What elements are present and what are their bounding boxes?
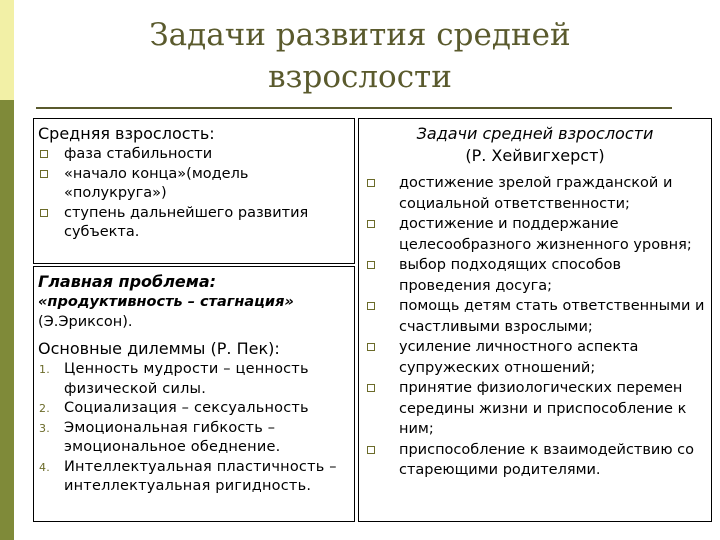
title-divider <box>36 107 672 109</box>
main-problem-label: Главная проблема: <box>38 272 217 291</box>
list-item <box>363 173 707 214</box>
list-number: 1. <box>39 363 50 376</box>
heading-text: Средняя взрослость <box>38 124 210 143</box>
list-item <box>38 419 350 458</box>
list-item-text: Ценность мудрости – ценность физической силы. <box>64 361 309 397</box>
accent-bar-top <box>0 0 14 100</box>
list-item <box>363 337 707 378</box>
main-problem-author: (Э.Эриксон). <box>38 313 133 330</box>
list-item <box>38 399 350 419</box>
square-bullet-icon <box>367 220 375 228</box>
list-item <box>363 255 707 296</box>
havighurst-author: (Р. Хейвигхерст) <box>465 146 605 165</box>
havighurst-list <box>363 173 707 481</box>
list-item <box>38 204 350 243</box>
list-item <box>363 214 707 255</box>
square-bullet-icon <box>367 384 375 392</box>
list-item-text: принятие физиологических перемен середины жизни и приспособление к ним; <box>399 380 687 437</box>
list-item-text: усиление личностного аспекта супружеских отношений; <box>399 339 639 376</box>
middle-adulthood-box <box>33 118 355 264</box>
main-problem-box <box>33 266 355 522</box>
list-item <box>38 165 350 204</box>
list-item <box>38 360 350 399</box>
dilemmas-author: (Р. Пек): <box>210 339 280 358</box>
square-bullet-icon <box>40 150 48 158</box>
list-item <box>363 296 707 337</box>
list-item-text: Эмоциональная гибкость – эмоциональное обеднение. <box>64 419 281 455</box>
square-bullet-icon <box>40 209 48 217</box>
square-bullet-icon <box>367 261 375 269</box>
list-item-text: Социализация – сексуальность <box>64 400 309 416</box>
list-item <box>363 440 707 481</box>
list-item-text: достижение зрелой гражданской и социальной ответственности; <box>399 175 673 212</box>
main-problem-text: «продуктивность – стагнация» <box>38 294 294 310</box>
list-item-text: ступень дальнейшего развития субъекта. <box>64 204 309 240</box>
list-item-text: помощь детям стать ответственными и счастливыми взрослыми; <box>399 298 705 335</box>
square-bullet-icon <box>367 446 375 454</box>
list-number: 3. <box>39 421 50 435</box>
dilemmas-list <box>38 360 350 497</box>
dilemmas-heading <box>38 338 350 360</box>
list-item <box>38 145 350 165</box>
slide-title-line2: взрослости <box>268 59 452 95</box>
square-bullet-icon <box>367 343 375 351</box>
list-item <box>38 458 350 497</box>
square-bullet-icon <box>40 170 48 178</box>
list-item-text: выбор подходящих способов проведения досуга; <box>399 257 621 294</box>
list-number: 2. <box>39 402 50 415</box>
list-item-text: фаза стабильности <box>64 146 213 162</box>
list-item <box>363 378 707 440</box>
list-item-text: «начало конца»(модель «полукруга») <box>64 165 249 201</box>
havighurst-heading: Задачи средней взрослости <box>416 124 654 143</box>
slide-title <box>110 14 610 98</box>
list-item-text: Интеллектуальная пластичность – интеллектуальная ригидность. <box>64 458 337 494</box>
havighurst-tasks-box <box>358 118 712 522</box>
square-bullet-icon <box>367 179 375 187</box>
accent-bar-bottom <box>0 100 14 540</box>
list-number: 4. <box>39 460 50 474</box>
heading-colon: : <box>209 124 215 143</box>
square-bullet-icon <box>367 302 375 310</box>
middle-adulthood-heading <box>38 123 350 145</box>
middle-adulthood-list <box>38 145 350 243</box>
dilemmas-label: Основные дилеммы <box>38 339 206 358</box>
slide-title-line1: Задачи развития средней <box>149 17 571 53</box>
list-item-text: достижение и поддержание целесообразного жизненного уровня; <box>399 216 692 253</box>
list-item-text: приспособление к взаимодействию со стареющими родителями. <box>399 441 694 478</box>
